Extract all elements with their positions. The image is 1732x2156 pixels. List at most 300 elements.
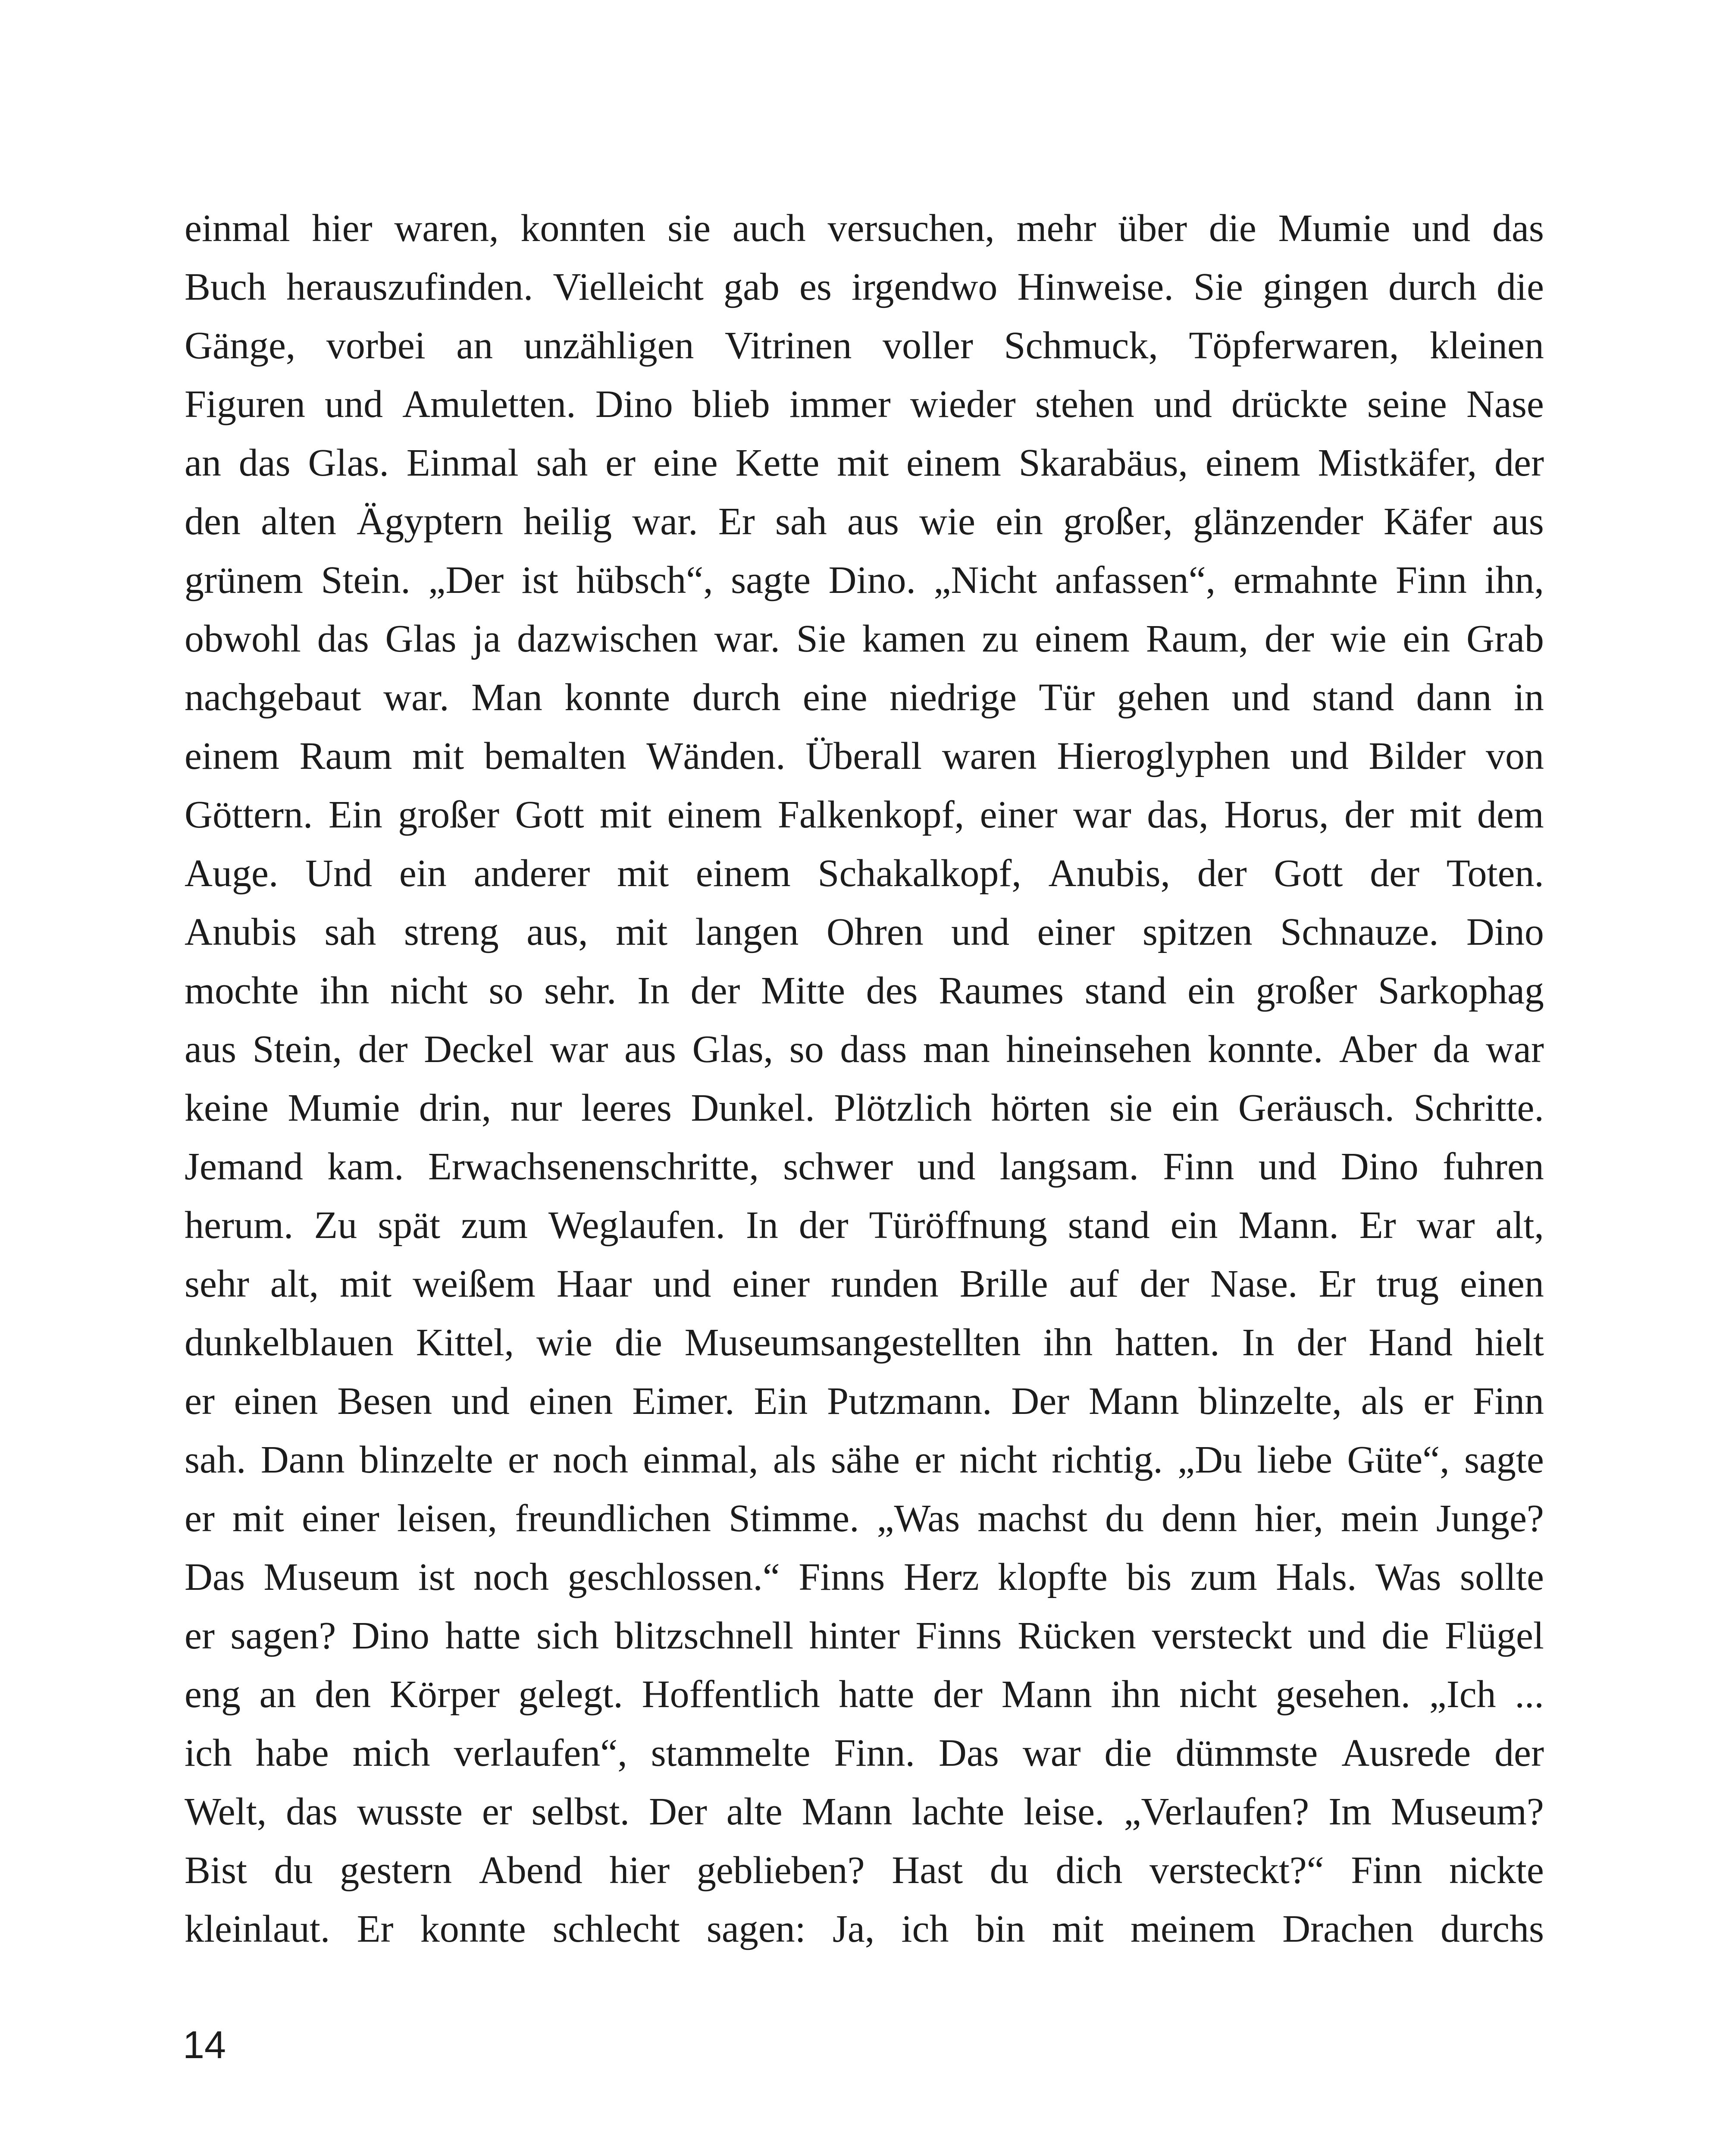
word: und [451,1380,510,1423]
word: die [1497,266,1544,308]
word: von [1485,735,1544,777]
word: gestern [340,1849,452,1892]
word: sah [775,500,827,543]
word: alte [726,1790,783,1833]
word: war [1073,793,1131,836]
word: schwer [783,1145,893,1188]
word: wie [919,500,975,543]
word: lachte [911,1790,1005,1833]
word: sagte [1464,1438,1544,1481]
word: Herz [903,1556,979,1598]
word: Hast [892,1849,963,1892]
word: ihn [1043,1321,1093,1364]
text-line [185,1196,1544,1255]
word: Ein [328,793,382,836]
word: Erwachsenenschritte, [428,1145,759,1188]
word: ein [1403,617,1450,660]
word: Putzmann. [827,1380,992,1423]
word: Bilder [1369,735,1466,777]
word: einer [980,793,1058,836]
text-line [185,1489,1544,1548]
word: unzähligen [523,324,694,367]
word: der [1494,1732,1544,1774]
word: mich [352,1732,430,1774]
word: herum. [185,1204,294,1247]
word: du [274,1849,313,1892]
word: alt, [270,1263,319,1305]
word: er [185,1614,215,1657]
word: war [550,1028,608,1071]
word: liebe [1257,1438,1333,1481]
word: war [1485,1028,1544,1071]
word: mochte [185,969,299,1012]
word: so [489,969,523,1012]
word: Glas, [692,1028,774,1071]
word: ein [1171,1087,1219,1129]
word: Dino [351,1614,429,1657]
word: und [1412,207,1471,250]
word: Raum [299,735,392,777]
word: und [1290,735,1349,777]
word: Mann [802,1790,893,1833]
word: ist [521,559,558,602]
text-line [185,1020,1544,1079]
word: nickte [1449,1849,1544,1892]
word: wie [536,1321,592,1364]
text-line [185,1079,1544,1138]
word: sich [536,1614,599,1657]
word: an [456,324,493,367]
word: das [286,1790,338,1833]
word: Mann [1001,1673,1092,1716]
word: den [315,1673,371,1716]
word: Dino. [828,559,916,602]
text-line [185,962,1544,1020]
word: großer [1256,969,1357,1012]
word: mit [340,1263,392,1305]
word: sah. [185,1438,246,1481]
word: Tür [1039,676,1095,719]
word: nachgebaut [185,676,361,719]
text-line [185,1783,1544,1841]
word: der [1344,793,1394,836]
text-line [185,1607,1544,1665]
word: Sarkophag [1378,969,1544,1012]
text-line [185,1841,1544,1900]
word: anfassen“, [1055,559,1216,602]
word: ... [1515,1673,1544,1716]
word: blitzschnell [614,1614,794,1657]
word: geschlossen.“ [567,1556,780,1598]
text-line [185,199,1544,258]
word: Hals. [1275,1556,1357,1598]
word: Hoffentlich [642,1673,820,1716]
word: war [1416,1204,1475,1247]
text-line [185,1665,1544,1724]
word: meinem [1131,1908,1256,1950]
word: ich [901,1908,949,1950]
word: Toten. [1446,852,1544,895]
word: herauszufinden. [286,266,533,308]
word: sollte [1460,1556,1544,1598]
word: vorbei [326,324,426,367]
word: er [605,442,636,484]
word: an [185,442,221,484]
word: Museumsangestellten [684,1321,1021,1364]
word: über [1118,207,1187,250]
word: die [1381,1614,1429,1657]
word: hatte [839,1673,915,1716]
word: sagen: [706,1908,806,1950]
word: mit [1409,793,1462,836]
word: einem [695,852,791,895]
word: Figuren [185,383,305,426]
word: noch [473,1556,549,1598]
word: konnte. [1207,1028,1323,1071]
word: Welt, [185,1790,267,1833]
word: gelegt. [518,1673,623,1716]
word: ihn [1111,1673,1161,1716]
word: der [1370,852,1420,895]
word: einer [732,1263,810,1305]
word: einmal [185,207,290,250]
word: Was [1375,1556,1441,1598]
word: Schakalkopf, [817,852,1021,895]
word: Hinweise. [1017,266,1174,308]
text-line [185,1548,1544,1607]
word: Stein, [252,1028,342,1071]
word: hier [609,1849,670,1892]
word: und [1231,676,1290,719]
word: hier [312,207,373,250]
word: Falkenkopf, [777,793,965,836]
word: Dino [1340,1145,1419,1188]
word: Dino [1466,911,1544,953]
word: kleinlaut. [185,1908,330,1950]
word: Dann [260,1438,345,1481]
word: großer, [1063,500,1173,543]
word: sah [536,442,588,484]
word: die [1104,1732,1152,1774]
word: ein [399,852,447,895]
word: seine [1367,383,1447,426]
word: bemalten [484,735,626,777]
word: obwohl [185,617,301,660]
word: mit [616,911,668,953]
word: langen [695,911,799,953]
word: mit [412,735,464,777]
word: Mitte [761,969,846,1012]
word: aus [1492,500,1544,543]
word: Hieroglyphen [1057,735,1271,777]
word: blieb [692,383,770,426]
word: stand [1312,676,1394,719]
text-line [185,1313,1544,1372]
word: zum [461,1204,528,1247]
word: Stein. [321,559,410,602]
word: gab [723,266,780,308]
word: Nase. [1210,1263,1298,1305]
word: ich [185,1732,232,1774]
word: „Was [877,1497,960,1540]
word: und [917,1145,976,1188]
word: Gott [515,793,584,836]
word: Aber [1339,1028,1417,1071]
word: Ein [754,1380,808,1423]
word: durchs [1441,1908,1544,1950]
word: des [866,969,918,1012]
text-line [185,844,1544,903]
word: einem [906,442,1001,484]
word: mit [837,442,889,484]
word: Vielleicht [553,266,704,308]
word: Geräusch. [1238,1087,1395,1129]
word: Dunkel. [691,1087,815,1129]
word: geblieben? [696,1849,865,1892]
word: freundlichen [515,1497,711,1540]
word: stand [1084,969,1167,1012]
word: gehen [1117,676,1210,719]
word: Ägyptern [357,500,503,543]
word: hörten [991,1087,1090,1129]
word: glänzender [1193,500,1363,543]
word: Kette [735,442,820,484]
word: stand [1068,1204,1150,1247]
word: er [507,1438,538,1481]
text-line [185,668,1544,727]
word: In [745,1204,778,1247]
word: langsam. [999,1145,1139,1188]
word: Er [357,1908,394,1950]
word: Finn. [834,1732,915,1774]
word: heilig [523,500,612,543]
page-number: 14 [183,2024,226,2067]
word: der [1264,617,1314,660]
word: Weglaufen. [548,1204,725,1247]
word: mehr [1016,207,1096,250]
word: Museum [263,1556,400,1598]
word: Finns [915,1614,1002,1657]
word: du [1105,1497,1144,1540]
text-line [185,1900,1544,1959]
word: gingen [1263,266,1369,308]
word: bin [975,1908,1025,1950]
word: großer [398,793,500,836]
word: hielt [1475,1321,1544,1364]
word: Museum? [1391,1790,1544,1833]
word: das, [1147,793,1209,836]
word: Jemand [185,1145,303,1188]
word: fuhren [1443,1145,1544,1188]
word: voller [883,324,973,367]
word: es [799,266,832,308]
word: Einmal [406,442,519,484]
word: die [614,1321,662,1364]
word: Buch [185,266,266,308]
word: versteckt [1152,1614,1292,1657]
word: „Nicht [933,559,1037,602]
word: runden [830,1263,939,1305]
word: Türöffnung [869,1204,1047,1247]
word: leisen, [397,1497,498,1540]
text-line [185,1255,1544,1313]
word: alt, [1495,1204,1544,1247]
word: Mistkäfer, [1318,442,1477,484]
word: Deckel [424,1028,534,1071]
word: habe [255,1732,329,1774]
word: Drachen [1282,1908,1414,1950]
word: ermahnte [1233,559,1378,602]
word: und [325,383,383,426]
text-line [185,727,1544,786]
word: Anubis, [1048,852,1171,895]
word: Kittel, [416,1321,514,1364]
word: drückte [1231,383,1348,426]
word: du [990,1849,1029,1892]
text-line [185,1372,1544,1431]
word: immer [789,383,891,426]
word: und [653,1263,711,1305]
word: spitzen [1142,911,1253,953]
text-line [185,492,1544,551]
word: hier, [1255,1497,1323,1540]
word: mein [1340,1497,1419,1540]
word: Schnauze. [1280,911,1439,953]
word: kam. [327,1145,404,1188]
word: In [637,969,670,1012]
word: Finn [1351,1849,1422,1892]
word: Plötzlich [834,1087,972,1129]
word: ihn, [1485,559,1544,602]
word: selbst. [531,1790,630,1833]
word: stammelte [651,1732,811,1774]
word: und [1153,383,1212,426]
word: Mumie [288,1087,400,1129]
word: hinter [809,1614,900,1657]
word: Auge. [185,852,279,895]
word: Eimer. [632,1380,735,1423]
text-line [185,258,1544,317]
word: Finns [799,1556,885,1598]
word: hatte [445,1614,521,1657]
word: wusste [357,1790,463,1833]
word: konnte [564,676,670,719]
word: konnten [520,207,646,250]
word: war [1022,1732,1081,1774]
word: niedrige [889,676,1017,719]
word: an [259,1673,296,1716]
word: grünem [185,559,303,602]
text-line [185,434,1544,492]
word: stehen [1035,383,1134,426]
word: sagte [731,559,811,602]
word: war. [714,617,780,660]
word: einem [1205,442,1300,484]
word: er [482,1790,512,1833]
word: Grab [1466,617,1544,660]
word: nicht [1179,1673,1257,1716]
word: „Der [428,559,504,602]
word: hübsch“, [576,559,713,602]
word: Das [185,1556,245,1598]
word: der [1494,442,1544,484]
word: Anubis [185,911,297,953]
word: sie [1109,1087,1153,1129]
word: das [1492,207,1544,250]
word: trug [1376,1263,1439,1305]
word: Finn [1395,559,1467,602]
word: Er [1359,1204,1396,1247]
word: Mumie [1278,207,1391,250]
word: blinzelte [359,1438,493,1481]
word: das [317,617,369,660]
word: Und [305,852,373,895]
word: kleinen [1430,324,1544,367]
word: „Du [1178,1438,1243,1481]
word: Nase [1466,383,1544,426]
word: dazwischen [517,617,698,660]
word: sah [324,911,376,953]
word: nur [510,1087,562,1129]
word: Mann [1088,1380,1179,1423]
word: Im [1328,1790,1372,1833]
text-line [185,375,1544,434]
word: Gott [1274,852,1343,895]
word: sehr. [544,969,617,1012]
word: richtig. [1052,1438,1163,1481]
word: Raumes [939,969,1064,1012]
word: Junge? [1436,1497,1544,1540]
word: kamen [862,617,966,660]
word: ein [1170,1204,1218,1247]
word: durch [692,676,781,719]
word: einmal, [643,1438,758,1481]
word: alten [261,500,336,543]
text-line [185,1138,1544,1196]
word: blinzelte, [1198,1380,1342,1423]
text-line [185,610,1544,668]
word: einem [185,735,279,777]
word: Besen [337,1380,432,1423]
word: Ausrede [1341,1732,1471,1774]
word: waren [942,735,1037,777]
word: man [923,1028,990,1071]
word: bis [1126,1556,1172,1598]
word: ja [473,617,501,660]
word: Mann. [1238,1204,1339,1247]
word: Abend [479,1849,583,1892]
word: Raum, [1146,617,1249,660]
word: gesehen. [1275,1673,1411,1716]
word: und [951,911,1010,953]
word: aus [624,1028,677,1071]
text-line [185,1431,1544,1489]
word: dem [1477,793,1544,836]
word: mit [617,852,669,895]
word: schlecht [552,1908,680,1950]
word: als [1361,1380,1404,1423]
word: und [1258,1145,1317,1188]
word: so [789,1028,824,1071]
word: ihn [319,969,370,1012]
word: Skarabäus, [1018,442,1188,484]
word: einen [529,1380,613,1423]
word: Der [1011,1380,1070,1423]
word: „Verlaufen? [1124,1790,1309,1833]
word: Er [718,500,755,543]
word: konnte [420,1908,526,1950]
word: Brille [959,1263,1048,1305]
